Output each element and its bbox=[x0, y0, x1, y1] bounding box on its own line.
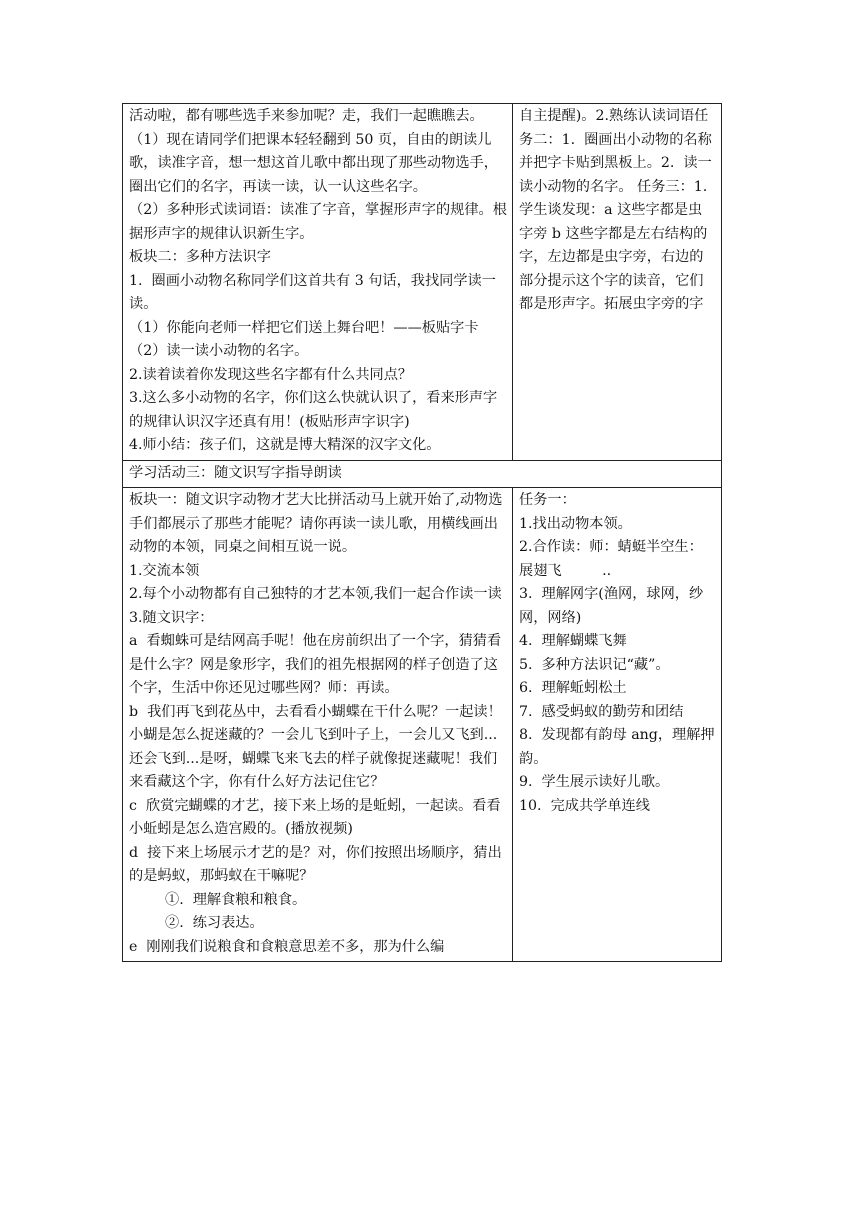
activity-heading-cell bbox=[123, 460, 722, 488]
paragraph: 自主提醒)。2.熟练认读词语任务二：1. 圈画出小动物的名称并把字卡贴到黑板上。2. 读一读小动物的名字。 任务三：1.学生谈发现：a 这些字都是虫字旁 b 这些字都是左右结构的字，左边都是虫字旁，右边的部分提示这个字的读音，它们都是形声字。拓展虫字旁的字 bbox=[519, 108, 712, 312]
paragraph: 9. 学生展示读好儿歌。 bbox=[519, 774, 670, 790]
lesson-plan-table bbox=[122, 103, 722, 962]
paragraph: 2.读着读着你发现这些名字都有什么共同点？ bbox=[129, 366, 413, 383]
teacher-activity-cell bbox=[123, 104, 513, 461]
paragraph: 7. 感受蚂蚁的勤劳和团结 bbox=[519, 703, 684, 720]
paragraph: b 我们再飞到花丛中，去看看小蝴蝶在干什么呢？一起读！小蝴是怎么捉迷藏的？一会儿飞到叶子上，一会儿又飞到... 还会飞到...是呀，蝴蝶飞来飞去的样子就像捉迷藏呢！我们来看藏这个字，你有什么好方法记住它？ bbox=[129, 703, 511, 790]
section-heading: 板块二：多种方法识字 bbox=[129, 249, 271, 265]
activity-heading: 学习活动三：随文识写字指导朗读 bbox=[129, 464, 342, 481]
teacher-activity-cell bbox=[123, 488, 513, 962]
paragraph: e 刚刚我们说粮食和食粮意思差不多，那为什么编 bbox=[129, 938, 445, 955]
paragraph: 4.师小结：孩子们，这就是博大精深的汉字文化。 bbox=[129, 437, 441, 453]
paragraph: 任务一： bbox=[519, 492, 576, 508]
paragraph: c 欣赏完蝴蝶的才艺，接下来上场的是蚯蚓，一起读。看看小蚯蚓是怎么造宫殿的。(播放视频) bbox=[129, 797, 501, 837]
paragraph: 3.随文识字： bbox=[129, 609, 214, 626]
paragraph: 3.这么多小动物的名字，你们这么快就认识了，看来形声字的规律认识汉字还真有用！(板贴形声字识字) bbox=[129, 390, 498, 430]
student-activity-cell bbox=[513, 104, 722, 461]
paragraph: 2.合作读：师：蜻蜓半空生：展翅飞 .. bbox=[519, 539, 703, 579]
paragraph: 活动啦，都有哪些选手来参加呢？走，我们一起瞧瞧去。 bbox=[129, 108, 484, 124]
student-activity-cell bbox=[513, 488, 722, 962]
paragraph: 10. 完成共学单连线 bbox=[519, 797, 650, 814]
table-row bbox=[123, 104, 722, 461]
table-row bbox=[123, 460, 722, 488]
paragraph: 1.交流本领 bbox=[129, 562, 200, 579]
paragraph: （1）现在请同学们把课本轻轻翻到 50 页，自由的朗读儿歌，读准字音，想一想这首儿歌中都出现了那些动物选手，圈出它们的名字，再读一读，认一认这些名字。 bbox=[129, 131, 498, 195]
sub-item: ②. 练习表达。 bbox=[165, 915, 264, 931]
paragraph: 1. 圈画小动物名称同学们这首共有 3 句话，我找同学读一读。 bbox=[129, 272, 496, 312]
paragraph: （1）你能向老师一样把它们送上舞台吧！——板贴字卡 bbox=[129, 319, 479, 336]
paragraph: 4. 理解蝴蝶飞舞 bbox=[519, 633, 627, 649]
table-row bbox=[123, 488, 722, 962]
paragraph: a 看蜘蛛可是结网高手呢！他在房前织出了一个字，猜猜看是什么字？网是象形字，我们的祖先根据网的样子创造了这个字，生活中你还见过哪些网？师：再读。 bbox=[129, 633, 502, 696]
paragraph: 5. 多种方法识记“藏”。 bbox=[519, 656, 670, 673]
paragraph: d 接下来上场展示才艺的是？对，你们按照出场顺序，猜出的是蚂蚁，那蚂蚁在干嘛呢？ bbox=[129, 844, 502, 884]
paragraph: 2.每个小动物都有自己独特的才艺本领,我们一起合作读一读 bbox=[129, 586, 502, 602]
paragraph: 3. 理解网字(渔网，球网，纱网，网络) bbox=[519, 586, 704, 626]
sub-item: ①. 理解食粮和粮食。 bbox=[165, 891, 307, 908]
paragraph: 板块一：随文识字动物才艺大比拼活动马上就开始了,动物选手们都展示了那些才能呢？请你再读一读儿歌，用横线画出动物的本领，同桌之间相互说一说。 bbox=[129, 492, 503, 555]
paragraph: （2）多种形式读词语：读准了字音，掌握形声字的规律。根据形声字的规律认识新生字。 bbox=[129, 202, 507, 242]
paragraph: （2）读一读小动物的名字。 bbox=[129, 343, 309, 359]
paragraph: 6. 理解蚯蚓松土 bbox=[519, 680, 627, 696]
paragraph: 1.找出动物本领。 bbox=[519, 515, 632, 532]
paragraph: 8. 发现都有韵母 ang，理解押韵。 bbox=[519, 727, 715, 767]
